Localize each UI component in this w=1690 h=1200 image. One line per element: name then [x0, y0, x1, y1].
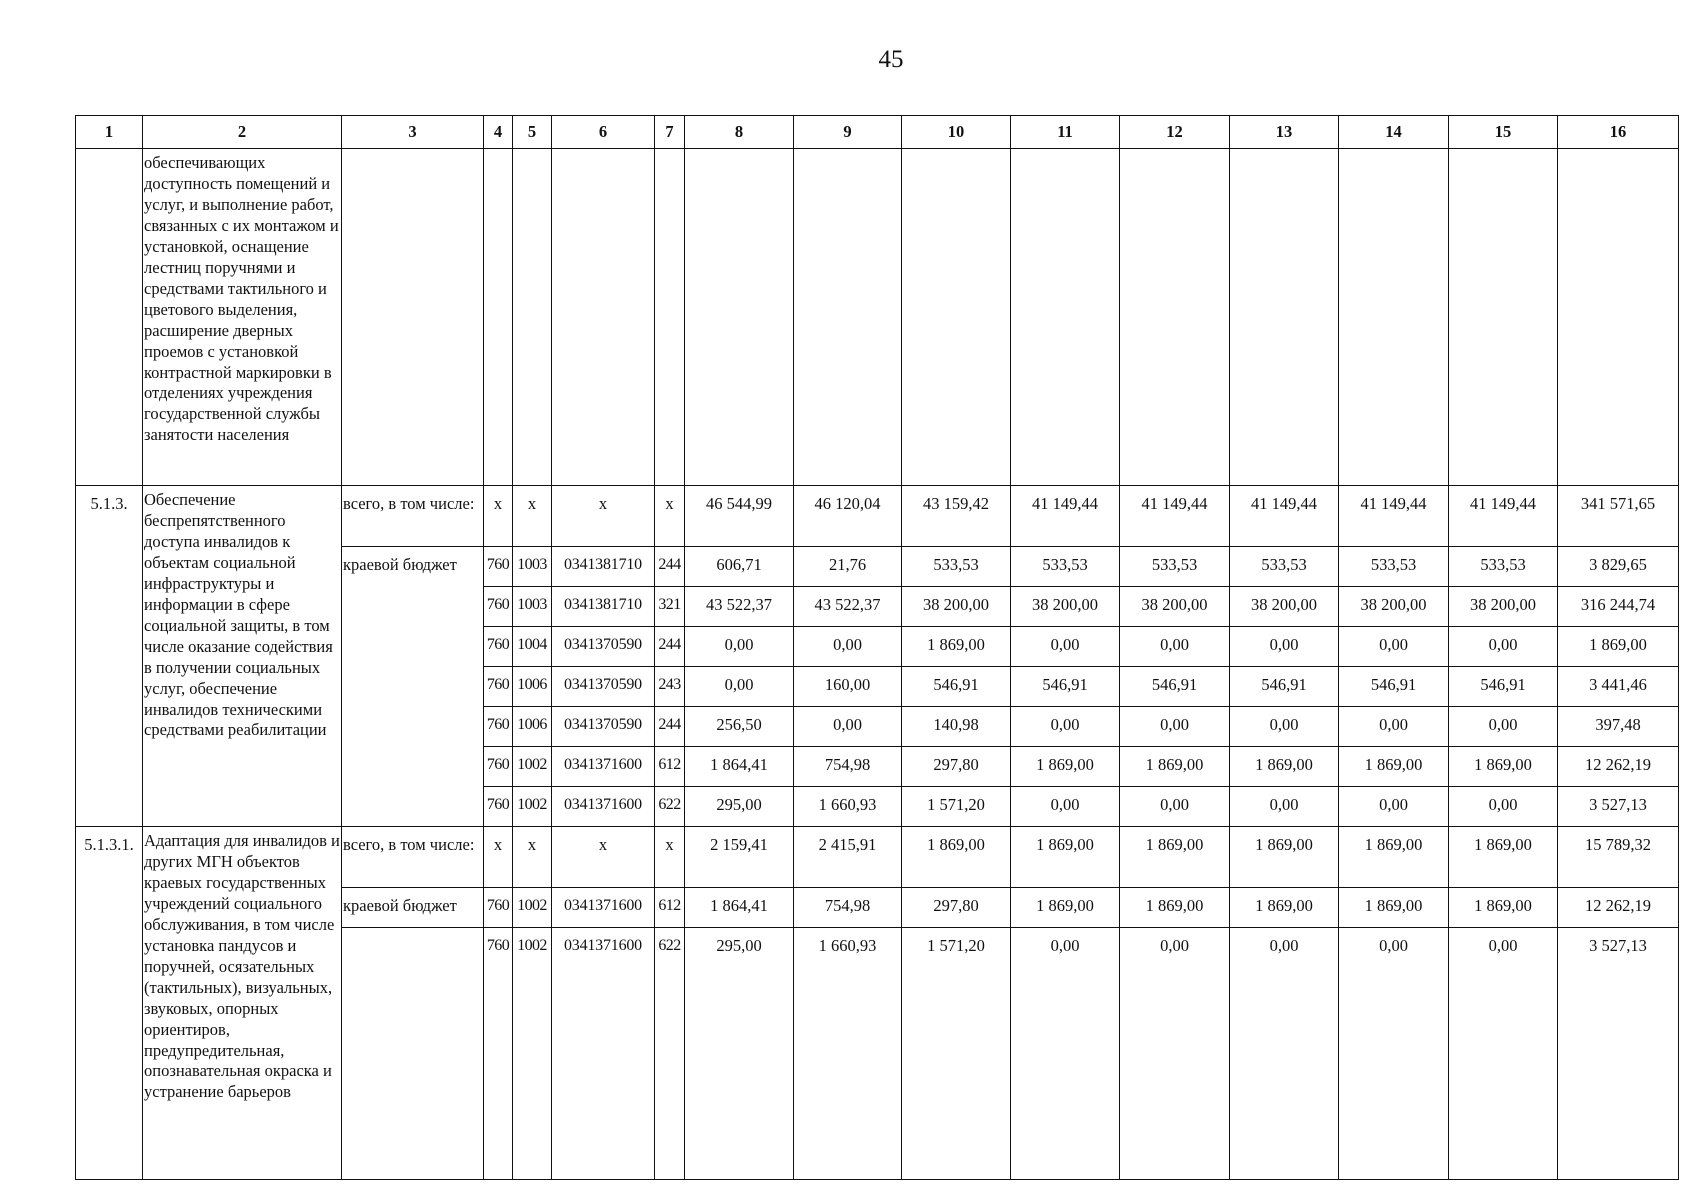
cell-source — [342, 149, 484, 486]
value-cell: 1 869,00 — [1120, 888, 1230, 928]
value-cell: 0341371600 — [552, 928, 655, 1180]
value-cell: 3 527,13 — [1558, 787, 1679, 827]
value-cell: 612 — [655, 888, 685, 928]
value-cell: 533,53 — [902, 547, 1011, 587]
value-cell: 38 200,00 — [902, 587, 1011, 627]
value-cell: 2 415,91 — [794, 827, 902, 888]
header-col-3: 3 — [342, 116, 484, 149]
value-cell: 1002 — [513, 747, 552, 787]
value-cell: 612 — [655, 747, 685, 787]
header-col-10: 10 — [902, 116, 1011, 149]
value-cell: 1 869,00 — [1339, 827, 1449, 888]
value-cell: 0,00 — [1011, 928, 1120, 1180]
value-cell: 760 — [484, 627, 513, 667]
value-cell: 38 200,00 — [1011, 587, 1120, 627]
value-cell: 38 200,00 — [1339, 587, 1449, 627]
value-cell: 244 — [655, 547, 685, 587]
value-cell: 533,53 — [1449, 547, 1558, 587]
value-cell: 1 869,00 — [1230, 827, 1339, 888]
value-cell: 0341371600 — [552, 888, 655, 928]
value-cell: 1 571,20 — [902, 787, 1011, 827]
value-cell: 754,98 — [794, 888, 902, 928]
header-col-16: 16 — [1558, 116, 1679, 149]
value-cell: 760 — [484, 888, 513, 928]
value-cell: 0341371600 — [552, 787, 655, 827]
value-cell: x — [552, 827, 655, 888]
value-cell: 0,00 — [1120, 707, 1230, 747]
value-cell: 1 869,00 — [1449, 827, 1558, 888]
funding-source-label: краевой бюджет — [342, 547, 484, 827]
value-cell: x — [655, 827, 685, 888]
value-cell: 3 829,65 — [1558, 547, 1679, 587]
section-description: Обеспечение беспрепятственного доступа инвалидов к объектам социальной инфраструктуры и информации в сфере социальной защиты, в том числе оказание содействия в получении социальных услуг, обеспечение инвалидов техническими средствами реабилитации — [143, 486, 342, 827]
value-cell: 21,76 — [794, 547, 902, 587]
value-cell: 0,00 — [1449, 707, 1558, 747]
value-cell: 760 — [484, 707, 513, 747]
value-cell: 546,91 — [1230, 667, 1339, 707]
cell-num — [76, 149, 143, 486]
table-row-total — [76, 827, 1679, 888]
value-cell: 43 522,37 — [794, 587, 902, 627]
value-cell: 43 159,42 — [902, 486, 1011, 547]
value-cell: 41 149,44 — [1230, 486, 1339, 547]
value-cell: 0,00 — [685, 667, 794, 707]
funding-total-label: всего, в том числе: — [342, 486, 484, 547]
value-cell: 1 864,41 — [685, 747, 794, 787]
value-cell: 0,00 — [1339, 787, 1449, 827]
value-cell: 140,98 — [902, 707, 1011, 747]
value-cell: 3 527,13 — [1558, 928, 1679, 1180]
value-cell: 397,48 — [1558, 707, 1679, 747]
table-row-total — [76, 486, 1679, 547]
header-col-11: 11 — [1011, 116, 1120, 149]
value-cell: 321 — [655, 587, 685, 627]
value-cell: 1004 — [513, 627, 552, 667]
value-cell: 0,00 — [1449, 928, 1558, 1180]
value-cell: 3 441,46 — [1558, 667, 1679, 707]
value-cell: 546,91 — [902, 667, 1011, 707]
value-cell: 1 869,00 — [902, 827, 1011, 888]
value-cell: 1002 — [513, 787, 552, 827]
value-cell: 43 522,37 — [685, 587, 794, 627]
value-cell: 0,00 — [1449, 627, 1558, 667]
value-cell: 546,91 — [1011, 667, 1120, 707]
value-cell: 1 869,00 — [1011, 888, 1120, 928]
cell-description: обеспечивающих доступность помещений и услуг, и выполнение работ, связанных с их монтажом и установкой, оснащение лестниц поручнями и средствами тактильного и цветового выделения, расширение дверных проемов с установкой контрастной маркировки в отделениях учреждения государственной службы занятости населения — [143, 149, 342, 486]
value-cell: 244 — [655, 627, 685, 667]
page-number: 45 — [878, 46, 904, 73]
value-cell: 0,00 — [1120, 928, 1230, 1180]
value-cell: 46 120,04 — [794, 486, 902, 547]
value-cell: 0341371600 — [552, 747, 655, 787]
value-cell: 0,00 — [1230, 707, 1339, 747]
value-cell: 1 869,00 — [1230, 747, 1339, 787]
value-cell: 0,00 — [1230, 627, 1339, 667]
header-col-12: 12 — [1120, 116, 1230, 149]
value-cell: 0,00 — [1230, 928, 1339, 1180]
value-cell: 754,98 — [794, 747, 902, 787]
value-cell: 533,53 — [1230, 547, 1339, 587]
value-cell: 1 869,00 — [1449, 888, 1558, 928]
header-col-14: 14 — [1339, 116, 1449, 149]
value-cell: 1003 — [513, 587, 552, 627]
value-cell: 1 660,93 — [794, 787, 902, 827]
value-cell: 0341381710 — [552, 547, 655, 587]
value-cell: 1006 — [513, 707, 552, 747]
value-cell: 38 200,00 — [1120, 587, 1230, 627]
section-description: Адаптация для инвалидов и других МГН объектов краевых государственных учреждений социального обслуживания, в том числе установка пандусов и поручней, осязательных (тактильных), визуальных, звуковых, опорных ориентиров, предупредительная, опознавательная окраска и устранение барьеров — [143, 827, 342, 1180]
value-cell: 1 869,00 — [1120, 747, 1230, 787]
header-row — [76, 116, 1679, 149]
value-cell: 297,80 — [902, 888, 1011, 928]
value-cell: 1 571,20 — [902, 928, 1011, 1180]
value-cell: 622 — [655, 928, 685, 1180]
value-cell: 295,00 — [685, 928, 794, 1180]
budget-table — [75, 115, 1679, 1180]
value-cell: 41 149,44 — [1449, 486, 1558, 547]
value-cell: 0,00 — [1230, 787, 1339, 827]
value-cell: 760 — [484, 667, 513, 707]
section-number: 5.1.3. — [76, 486, 143, 827]
value-cell: 760 — [484, 787, 513, 827]
header-col-9: 9 — [794, 116, 902, 149]
header-col-6: 6 — [552, 116, 655, 149]
value-cell: 0,00 — [1011, 627, 1120, 667]
header-col-2: 2 — [143, 116, 342, 149]
value-cell: 46 544,99 — [685, 486, 794, 547]
value-cell: x — [484, 486, 513, 547]
value-cell: 0,00 — [1011, 707, 1120, 747]
funding-source-empty — [342, 928, 484, 1180]
value-cell: 0,00 — [1339, 627, 1449, 667]
value-cell: 0,00 — [794, 707, 902, 747]
value-cell: 1 869,00 — [902, 627, 1011, 667]
header-col-5: 5 — [513, 116, 552, 149]
value-cell: 0,00 — [1120, 787, 1230, 827]
value-cell: x — [655, 486, 685, 547]
value-cell: 0,00 — [794, 627, 902, 667]
value-cell: 0,00 — [1449, 787, 1558, 827]
funding-source-label: краевой бюджет — [342, 888, 484, 928]
value-cell: 38 200,00 — [1449, 587, 1558, 627]
value-cell: 1 869,00 — [1230, 888, 1339, 928]
value-cell: 1002 — [513, 888, 552, 928]
header-col-13: 13 — [1230, 116, 1339, 149]
value-cell: 256,50 — [685, 707, 794, 747]
value-cell: x — [484, 827, 513, 888]
header-col-8: 8 — [685, 116, 794, 149]
value-cell: 606,71 — [685, 547, 794, 587]
value-cell: 0,00 — [1120, 627, 1230, 667]
value-cell: 1006 — [513, 667, 552, 707]
value-cell: 546,91 — [1339, 667, 1449, 707]
value-cell: 0341370590 — [552, 707, 655, 747]
value-cell: 0,00 — [685, 627, 794, 667]
value-cell: 12 262,19 — [1558, 747, 1679, 787]
value-cell: 41 149,44 — [1120, 486, 1230, 547]
value-cell: 316 244,74 — [1558, 587, 1679, 627]
value-cell: x — [513, 827, 552, 888]
value-cell: 1 864,41 — [685, 888, 794, 928]
value-cell: 760 — [484, 747, 513, 787]
value-cell: 0,00 — [1339, 707, 1449, 747]
value-cell: x — [513, 486, 552, 547]
section-number: 5.1.3.1. — [76, 827, 143, 1180]
value-cell: 160,00 — [794, 667, 902, 707]
value-cell: 1003 — [513, 547, 552, 587]
value-cell: 0,00 — [1011, 787, 1120, 827]
header-col-1: 1 — [76, 116, 143, 149]
value-cell: x — [552, 486, 655, 547]
value-cell: 341 571,65 — [1558, 486, 1679, 547]
value-cell: 760 — [484, 928, 513, 1180]
value-cell: 244 — [655, 707, 685, 747]
value-cell: 1 869,00 — [1558, 627, 1679, 667]
value-cell: 1 869,00 — [1339, 888, 1449, 928]
value-cell: 15 789,32 — [1558, 827, 1679, 888]
value-cell: 41 149,44 — [1011, 486, 1120, 547]
header-col-15: 15 — [1449, 116, 1558, 149]
value-cell: 622 — [655, 787, 685, 827]
header-col-4: 4 — [484, 116, 513, 149]
value-cell: 760 — [484, 587, 513, 627]
value-cell: 1 869,00 — [1011, 827, 1120, 888]
value-cell: 0341370590 — [552, 627, 655, 667]
value-cell: 546,91 — [1449, 667, 1558, 707]
value-cell: 1 869,00 — [1339, 747, 1449, 787]
value-cell: 1 660,93 — [794, 928, 902, 1180]
value-cell: 0341381710 — [552, 587, 655, 627]
value-cell: 243 — [655, 667, 685, 707]
value-cell: 533,53 — [1120, 547, 1230, 587]
funding-total-label: всего, в том числе: — [342, 827, 484, 888]
value-cell: 2 159,41 — [685, 827, 794, 888]
value-cell: 41 149,44 — [1339, 486, 1449, 547]
table-row-continuation — [76, 149, 1679, 486]
header-col-7: 7 — [655, 116, 685, 149]
value-cell: 1 869,00 — [1011, 747, 1120, 787]
value-cell: 760 — [484, 547, 513, 587]
value-cell: 297,80 — [902, 747, 1011, 787]
value-cell: 0341370590 — [552, 667, 655, 707]
value-cell: 1 869,00 — [1449, 747, 1558, 787]
value-cell: 533,53 — [1011, 547, 1120, 587]
value-cell: 533,53 — [1339, 547, 1449, 587]
value-cell: 38 200,00 — [1230, 587, 1339, 627]
value-cell: 12 262,19 — [1558, 888, 1679, 928]
value-cell: 0,00 — [1339, 928, 1449, 1180]
value-cell: 546,91 — [1120, 667, 1230, 707]
value-cell: 1002 — [513, 928, 552, 1180]
value-cell: 1 869,00 — [1120, 827, 1230, 888]
value-cell: 295,00 — [685, 787, 794, 827]
